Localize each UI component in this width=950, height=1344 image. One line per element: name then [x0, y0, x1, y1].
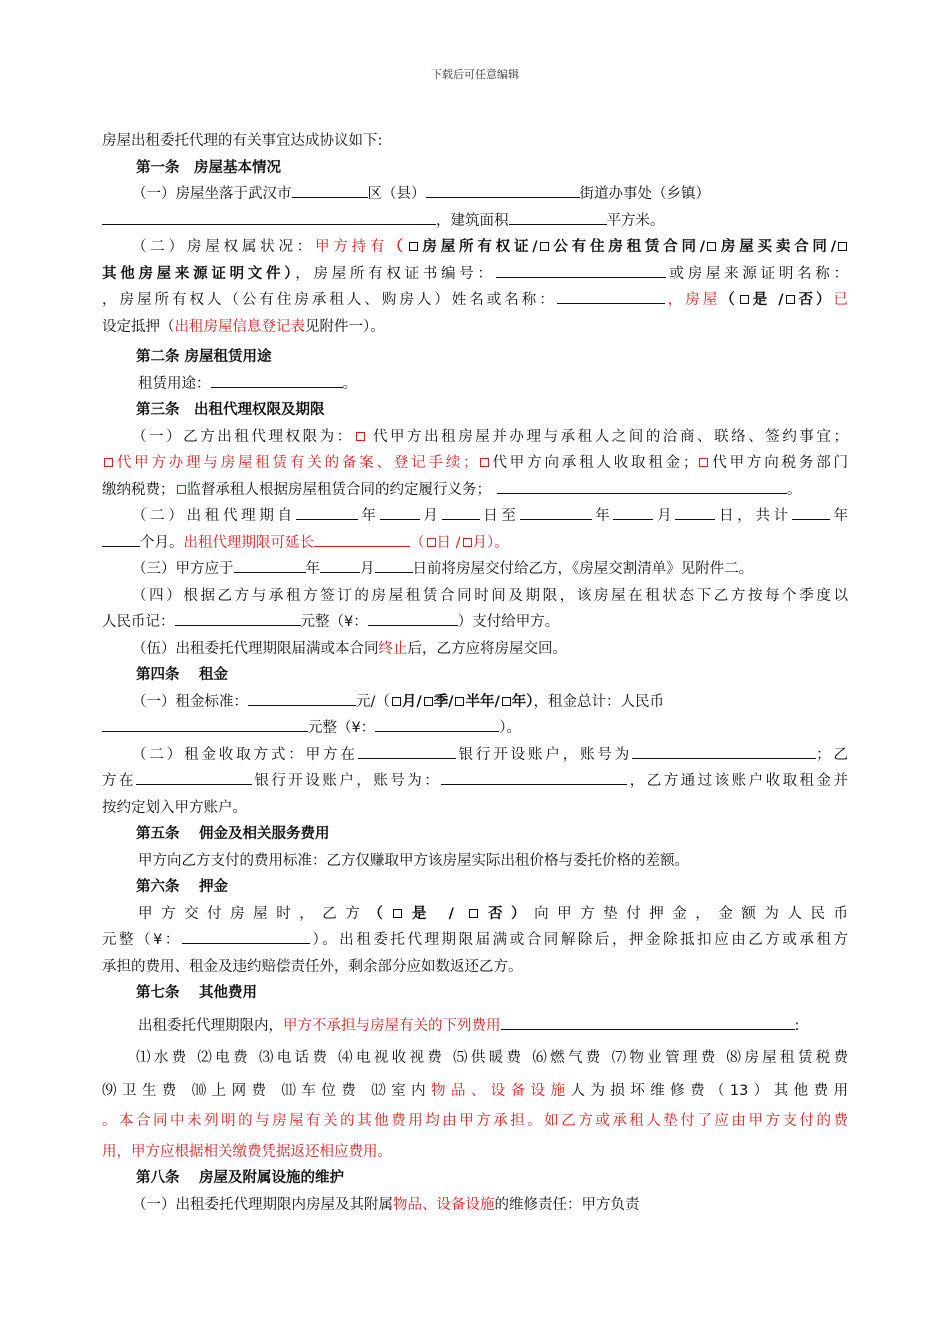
- page-header: 下载后可任意编辑: [431, 68, 519, 81]
- fill-in-blank[interactable]: [375, 716, 499, 732]
- fill-in-blank[interactable]: [358, 743, 456, 759]
- article-8-title: 第八条 房屋及附属设施的维护: [136, 1170, 345, 1186]
- fill-in-blank[interactable]: [792, 504, 830, 520]
- checkbox-icon[interactable]: [427, 538, 436, 547]
- article-4-title: 第四条 租金: [136, 667, 229, 683]
- art3-authority-line-3: 缴纳税费； 监督承租人根据房屋租赁合同的约定履行义务； 。: [102, 477, 848, 504]
- checkbox-icon[interactable]: [104, 458, 113, 467]
- art1-mortgage-line: 设定抵押（出租房屋信息登记表见附件一）。: [102, 318, 385, 335]
- art3-authority-line-1: （一）乙方出租代理权限为： 代甲方出租房屋并办理与承租人之间的洽商、联络、签约事宜；: [132, 428, 849, 445]
- fill-in-blank[interactable]: [136, 769, 252, 785]
- art4-collection-line-3: 按约定划入甲方账户。: [102, 799, 247, 816]
- fill-in-blank[interactable]: [248, 690, 356, 706]
- street-blank[interactable]: [426, 182, 580, 198]
- art4-rent-line: （一）租金标准： 元/（ 月/ 季/ 半年/ 年），租金总计：人民币: [102, 689, 848, 716]
- article-3-title: 第三条 出租代理权限及期限: [136, 402, 325, 418]
- art7-fees-line-4: 用，甲方应根据相关缴费凭据返还相应费用。: [102, 1143, 392, 1160]
- art3-payment-line-2: 人民币记： 元整（¥： ）支付给甲方。: [102, 609, 848, 636]
- checkbox-icon[interactable]: [786, 295, 795, 304]
- art7-fees-line-2: ⑼卫生费 ⑽上网费 ⑾车位费 ⑿室内物品、设备设施人为损坏维修费（13）其他费用: [102, 1082, 849, 1099]
- art4-total-line: 元整（¥： ）。: [102, 715, 848, 742]
- article-5-title: 第五条 佣金及相关服务费用: [136, 826, 330, 842]
- checkbox-icon[interactable]: [392, 697, 401, 706]
- art1-cert-line: 其他房屋来源证明文件），房屋所有权证书编号： 或房屋来源证明名称：: [102, 261, 848, 288]
- checkbox-icon[interactable]: [740, 295, 749, 304]
- art6-deposit-line-3: 承担的费用、租金及违约赔偿责任外，剩余部分应如数返还乙方。: [102, 958, 523, 975]
- use-blank[interactable]: [211, 372, 343, 388]
- art1-area-line: ，建筑面积 平方米。: [102, 208, 848, 235]
- fill-in-blank[interactable]: [314, 531, 410, 547]
- fill-in-blank[interactable]: [632, 743, 816, 759]
- art5-text: 甲方向乙方支付的费用标准：乙方仅赚取甲方该房屋实际出租价格与委托价格的差额。: [138, 852, 689, 869]
- art6-deposit-line-2: 元整（¥： ）。出租委托代理期限届满或合同解除后，押金除抵扣应由乙方或承租方: [102, 927, 848, 954]
- fill-in-blank[interactable]: [613, 504, 653, 520]
- district-blank[interactable]: [292, 182, 368, 198]
- art3-authority-line-2: 代甲方办理与房屋租赁有关的备案、登记手续； 代甲方向承租人收取租金； 代甲方向税务部门: [102, 450, 848, 477]
- art3-return-line: （伍）出租委托代理期限届满或本合同终止后，乙方应将房屋交回。: [132, 640, 567, 657]
- art2-use-line: 租赁用途： 。: [102, 371, 848, 398]
- other-authority-blank[interactable]: [497, 478, 787, 494]
- checkbox-icon[interactable]: [707, 242, 716, 251]
- address-blank[interactable]: [102, 209, 436, 225]
- article-2-title: 第二条 房屋租赁用途: [136, 349, 272, 365]
- art4-collection-line-2: 方在 银行开设账户，账号为： ，乙方通过该账户收取租金并: [102, 768, 848, 795]
- fill-in-blank[interactable]: [520, 504, 592, 520]
- fill-in-blank[interactable]: [182, 928, 310, 944]
- checkbox-icon[interactable]: [699, 458, 708, 467]
- checkbox-icon[interactable]: [502, 697, 511, 706]
- checkbox-icon[interactable]: [469, 909, 478, 918]
- fill-in-blank[interactable]: [102, 531, 140, 547]
- art3-delivery-line: （三）甲方应于 年 月 日前将房屋交付给乙方，《房屋交割清单》见附件二。: [102, 556, 848, 583]
- art1-ownership-line: （二）房屋权属状况：甲方持有（ 房屋所有权证/ 公有住房租赁合同/ 房屋买卖合同/: [102, 234, 848, 261]
- fill-in-blank[interactable]: [675, 504, 715, 520]
- checkbox-icon[interactable]: [356, 432, 365, 441]
- fill-in-blank[interactable]: [102, 716, 308, 732]
- checkbox-icon[interactable]: [177, 485, 186, 494]
- fill-in-blank[interactable]: [375, 557, 413, 573]
- fill-in-blank[interactable]: [320, 557, 360, 573]
- checkbox-icon[interactable]: [463, 538, 472, 547]
- fill-in-blank[interactable]: [501, 1014, 795, 1030]
- fill-in-blank[interactable]: [234, 557, 306, 573]
- contract-body: [102, 128, 848, 1218]
- fill-in-blank[interactable]: [442, 504, 480, 520]
- fill-in-blank[interactable]: [296, 504, 358, 520]
- art1-owner-line: ，房屋所有权人（公有住房承租人、购房人）姓名或名称： ，房屋（ 是 / 否）已: [102, 287, 848, 314]
- checkbox-icon[interactable]: [409, 242, 418, 251]
- checkbox-icon[interactable]: [480, 458, 489, 467]
- checkbox-icon[interactable]: [424, 697, 433, 706]
- fill-in-blank[interactable]: [368, 610, 458, 626]
- checkbox-icon[interactable]: [455, 697, 464, 706]
- area-blank[interactable]: [509, 209, 607, 225]
- art3-payment-line-1: （四）根据乙方与承租方签订的房屋租赁合同时间及期限，该房屋在租状态下乙方按每个季度以: [132, 587, 848, 604]
- art8-maintenance-line: （一）出租委托代理期限内房屋及其附属物品、设备设施的维修责任：甲方负责: [132, 1196, 640, 1213]
- checkbox-icon[interactable]: [838, 242, 847, 251]
- fill-in-blank[interactable]: [380, 504, 420, 520]
- article-7-title: 第七条 其他费用: [136, 985, 258, 1001]
- art1-location-line: （一）房屋坐落于武汉市 区（县） 街道办事处（乡镇）: [102, 181, 848, 208]
- fill-in-blank[interactable]: [441, 769, 627, 785]
- art4-collection-line-1: （二）租金收取方式：甲方在 银行开设账户，账号为 ；乙: [102, 742, 848, 769]
- art7-fees-line-1: ⑴水费 ⑵电费 ⑶电话费 ⑷电视收视费 ⑸供暖费 ⑹燃气费 ⑺物业管理费 ⑻房屋租赁税费: [136, 1050, 848, 1066]
- checkbox-icon[interactable]: [540, 242, 549, 251]
- checkbox-icon[interactable]: [393, 909, 402, 918]
- art7-fees-line-3: 。本合同中未列明的与房屋有关的其他费用均由甲方承担。如乙方或承租人垫付了应由甲方支付的费: [102, 1113, 848, 1129]
- owner-name-blank[interactable]: [557, 288, 665, 304]
- intro-text: 房屋出租委托代理的有关事宜达成协议如下:: [102, 133, 383, 149]
- cert-number-blank[interactable]: [496, 262, 666, 278]
- article-1-title: 第一条 房屋基本情况: [136, 159, 281, 176]
- art6-deposit-line-1: 甲方交付房屋时，乙方（ 是 / 否）向甲方垫付押金，金额为人民币: [138, 905, 849, 922]
- article-6-title: 第六条 押金: [136, 879, 229, 895]
- fill-in-blank[interactable]: [175, 610, 301, 626]
- art3-period-line: （二）出租代理期自 年 月 日至 年 月 日，共计 年: [102, 503, 848, 530]
- art3-extension-line: 个月。出租代理期限可延长 （ 日 / 月）。: [102, 530, 848, 557]
- art7-intro-line: 出租委托代理期限内，甲方不承担与房屋有关的下列费用 :: [102, 1013, 848, 1040]
